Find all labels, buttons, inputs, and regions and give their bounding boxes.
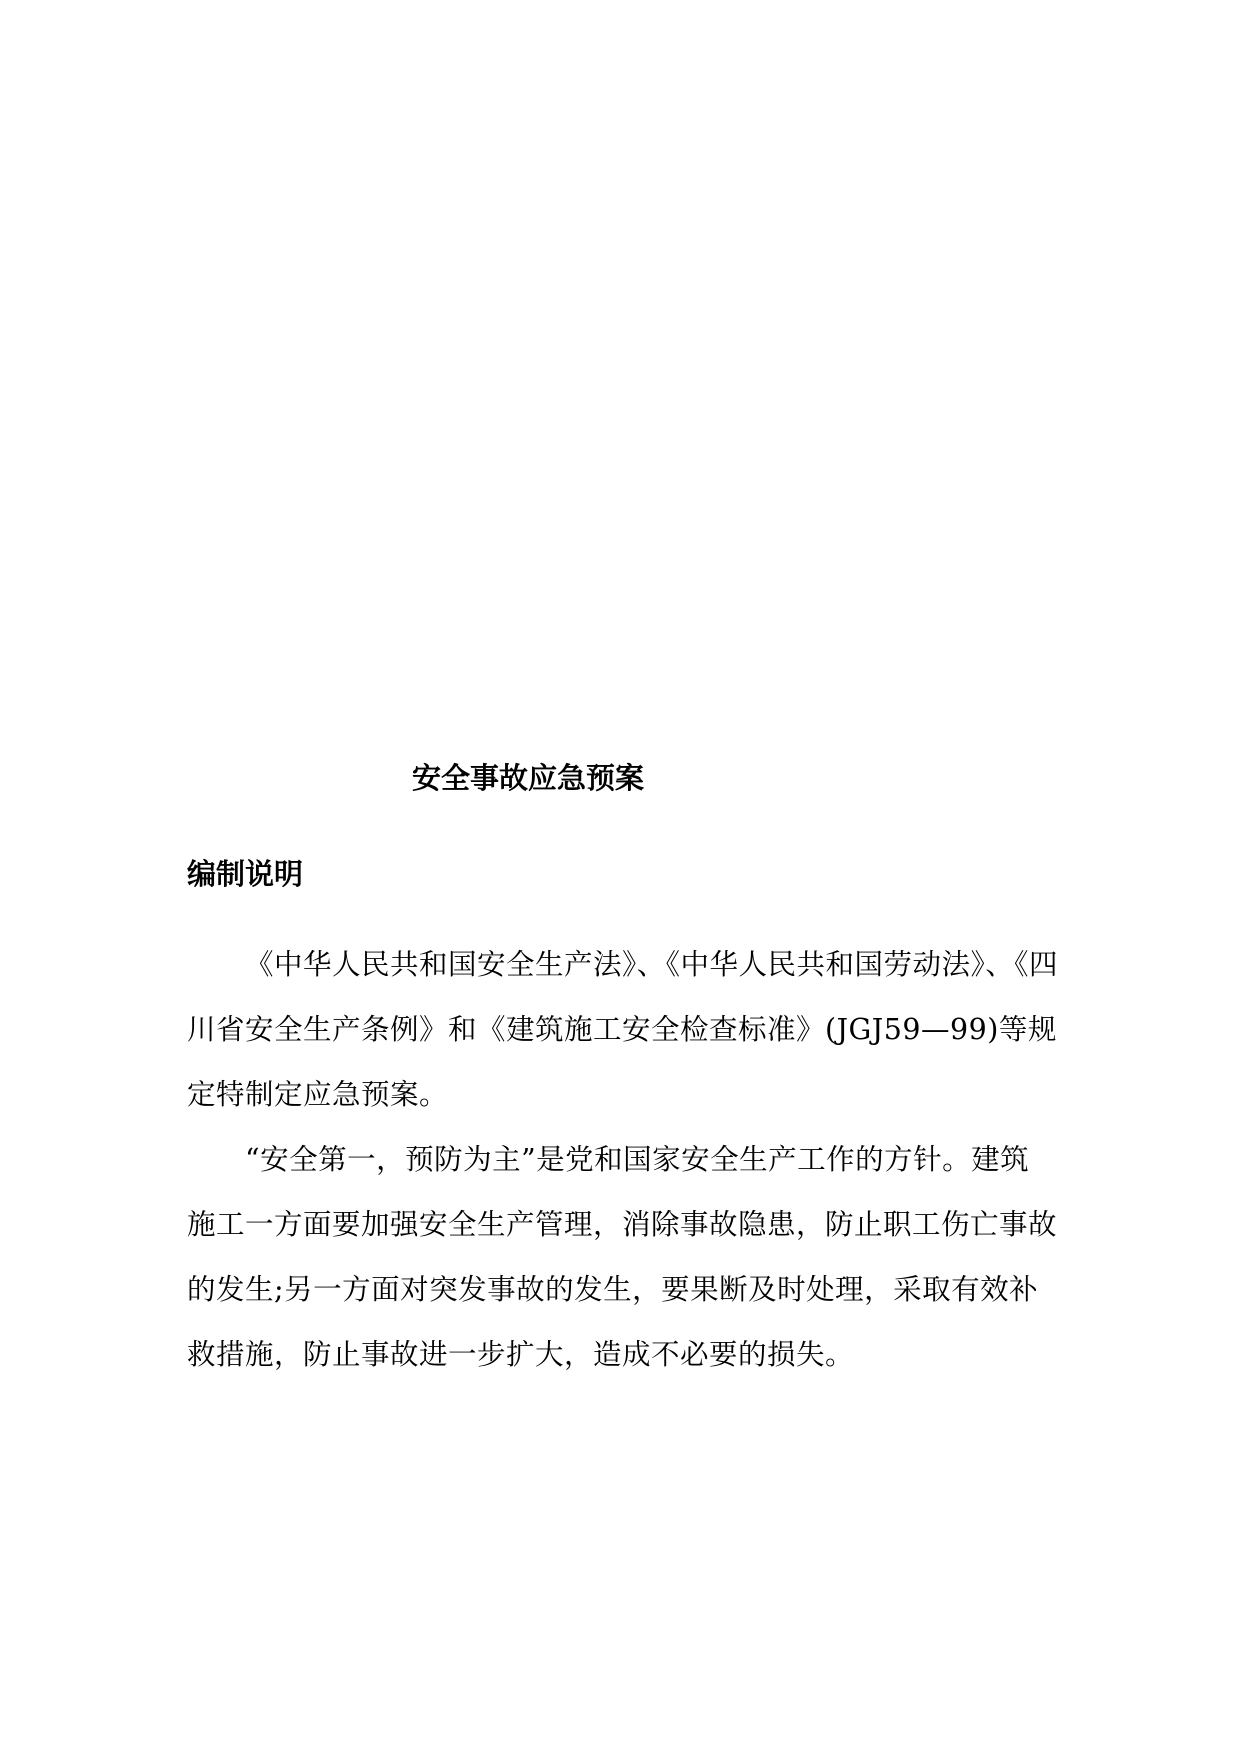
paragraph-line (187, 932, 1067, 997)
paragraph-line: 的发生;另一方面对突发事故的发生，要果断及时处理，采取有效补 (187, 1273, 1039, 1306)
paragraph-line: 施工一方面要加强安全生产管理，消除事故隐患，防止职工伤亡事故 (187, 1208, 1058, 1241)
paragraph-line: 救措施，防止事故进一步扩大，造成不必要的损失。 (187, 1338, 855, 1371)
paragraph-line-text: “安全第一，预防为主”是党和国家安全生产工作的方针。建筑 (245, 1143, 1030, 1176)
paragraph-line-text: 《中华人民共和国安全生产法》、《中华人民共和国劳动法》、《四 (245, 948, 1059, 981)
document-title: 安全事故应急预案 (412, 761, 645, 795)
paragraph-safety-policy (187, 1127, 1067, 1387)
paragraph-line (187, 1127, 1067, 1192)
section-heading: 编制说明 (187, 857, 304, 891)
paragraph-line: 川省安全生产条例》和《建筑施工安全检查标准》(JGJ59—99)等规 (187, 1013, 1057, 1046)
paragraph-legal-basis (187, 932, 1067, 1127)
paragraph-line: 定特制定应急预案。 (187, 1078, 449, 1111)
